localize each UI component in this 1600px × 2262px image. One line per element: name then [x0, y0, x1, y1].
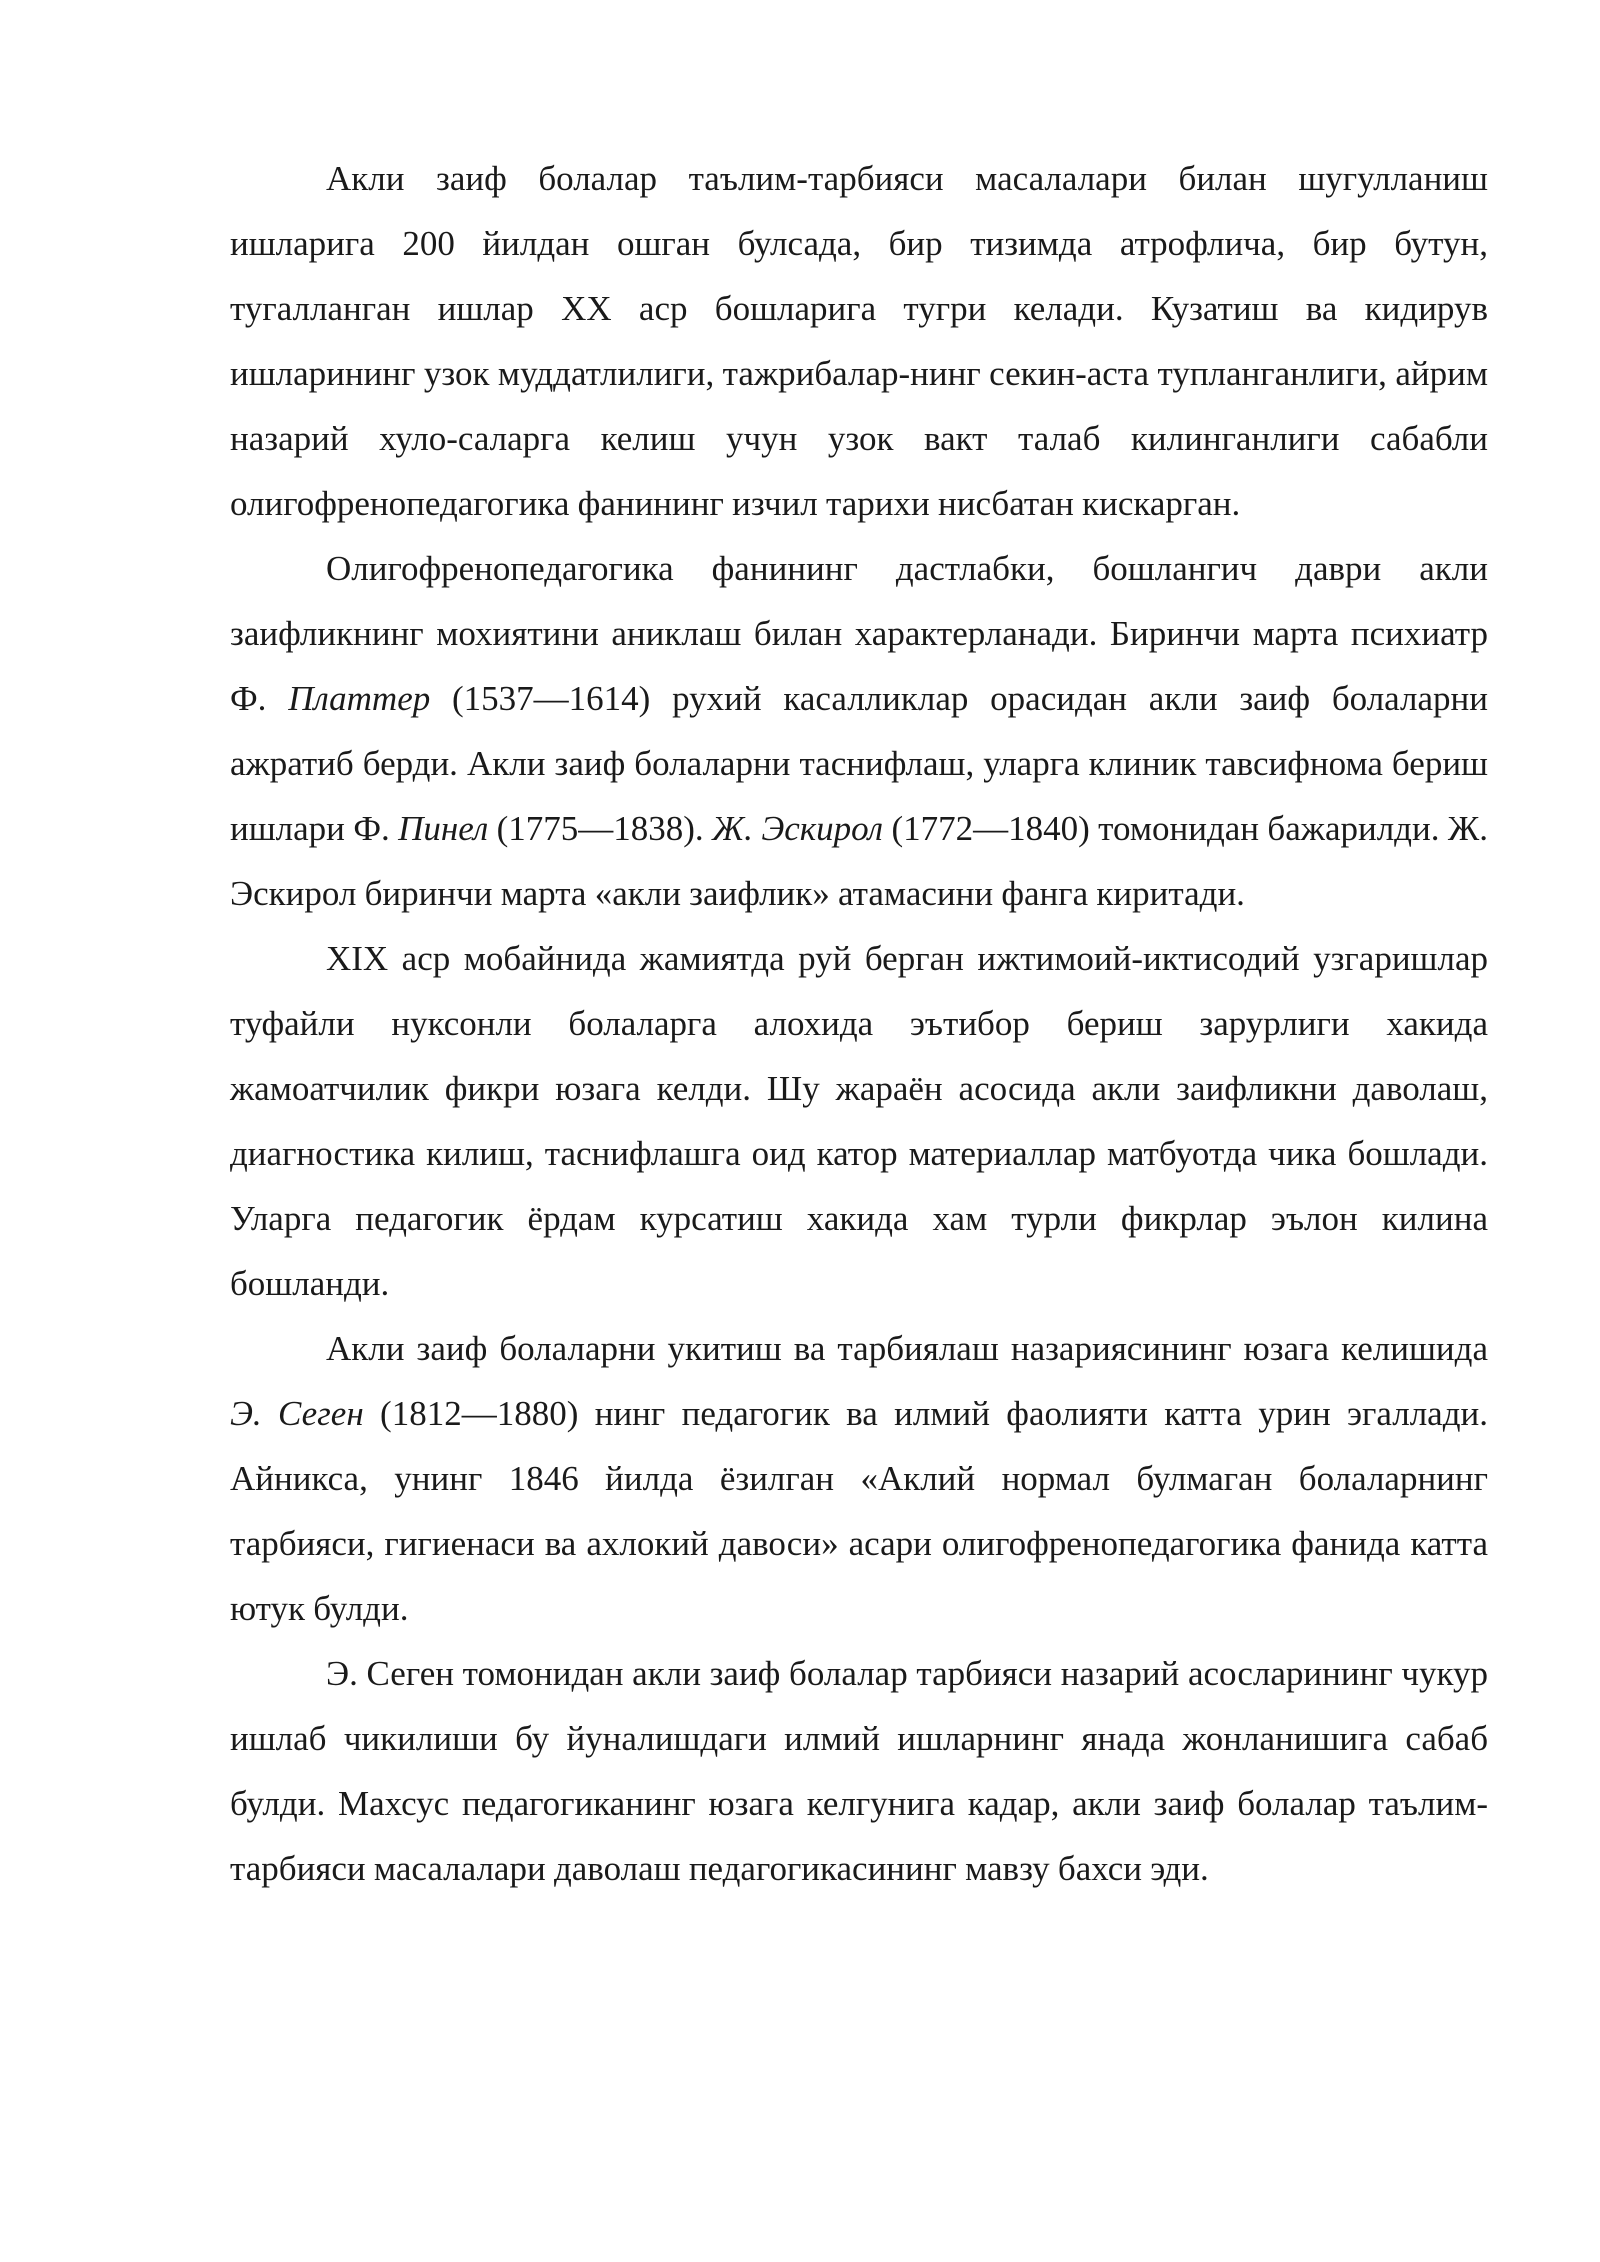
paragraph-text: (1775—1838). [488, 809, 713, 848]
person-name: Ж. Эскирол [712, 809, 884, 848]
paragraph-text: Э. Сеген томонидан акли заиф болалар тарбияси назарий асосларининг чукур ишлаб чикилиши бу йуналишдаги илмий ишларнинг янада жонланишига сабаб булди. Махсус педагогиканинг юзага келгунига кадар, акли заиф болалар таълим-тарбияси масалалари даволаш педагогикасининг мавзу бахси эди. [230, 1654, 1488, 1888]
person-name: Пинел [398, 809, 489, 848]
paragraph [230, 1641, 1488, 1901]
paragraph-text: Акли заиф болалар таълим-тарбияси масалалари билан шугулланиш ишларига 200 йилдан ошган булсада, бир тизимда атрофлича, бир бутун, тугалланган ишлар XX аср бошларига тугри келади. Кузатиш ва кидирув ишларининг узок муддатлилиги, тажрибалар-нинг секин-аста тупланганлиги, айрим назарий хуло-саларга келиш учун узок вакт талаб килинганлиги сабабли олигофренопедагогика фанининг изчил тарихи нисбатан кискарган. [230, 159, 1488, 523]
paragraph-text: XIX аср мобайнида жамиятда руй берган ижтимоий-иктисодий узгаришлар туфайли нуксонли болаларга алохида эътибор бериш зарурлиги хакида жамоатчилик фикри юзага келди. Шу жараён асосида акли заифликни даволаш, диагностика килиш, таснифлашга оид катор материаллар матбуотда чика бошлади. Уларга педагогик ёрдам курсатиш хакида хам турли фикрлар эълон килина бошланди. [230, 939, 1488, 1303]
paragraph-text: (1812—1880) нинг педагогик ва илмий фаолияти катта урин эгаллади. Айникса, унинг 1846 йилда ёзилган «Аклий нормал булмаган болаларнинг тарбияси, гигиенаси ва ахлокий давоси» асари олигофренопедагогика фанида катта ютук булди. [230, 1394, 1488, 1628]
paragraph [230, 536, 1488, 926]
paragraph [230, 146, 1488, 536]
paragraph-text: Олигофренопедагогика фанининг дастлабки, бошлангич даври акли заифликнинг мохиятини аниклаш билан характерланади. Биринчи марта психиатр Ф. [230, 549, 1488, 718]
person-name: Э. Сеген [230, 1394, 364, 1433]
person-name: Платтер [288, 679, 431, 718]
document-body [230, 146, 1488, 1901]
paragraph-text: (1772—1840) томонидан бажарилди. Ж. Эскирол биринчи марта «акли заифлик» атамасини фанга киритади. [230, 809, 1488, 913]
paragraph-text: (1537—1614) рухий касалликлар орасидан акли заиф болаларни ажратиб берди. Акли заиф болаларни таснифлаш, уларга клиник тавсифнома бериш ишлари Ф. [230, 679, 1488, 848]
paragraph [230, 926, 1488, 1316]
paragraph-text: Акли заиф болаларни укитиш ва тарбиялаш назариясининг юзага келишида [326, 1329, 1488, 1368]
paragraph [230, 1316, 1488, 1641]
